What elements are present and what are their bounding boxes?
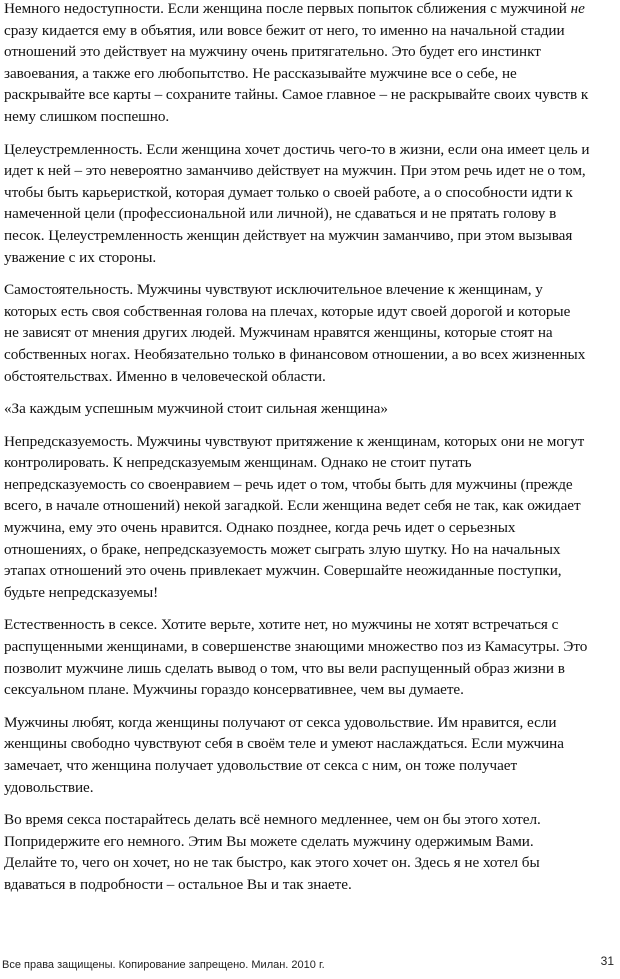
paragraph-quote: [4, 398, 616, 420]
text-line: замечает, что женщина получает удовольствие от секса с ним, он тоже получает: [4, 757, 518, 774]
text-line: отношений это действует на мужчину очень притягательно. Это будет его инстинкт: [4, 43, 541, 61]
text-line: мужчина, ему это очень нравится. Однако позднее, когда речь идет о серьезных: [4, 519, 516, 537]
text-line: позволит мужчине лишь сделать вывод о том, что вы вели распущенный образ жизни в: [4, 659, 565, 677]
text-line: нему слишком поспешно.: [4, 107, 170, 125]
text-line: непредсказуемость со своенравием – речь идет о том, чтобы быть для мужчины (прежде: [4, 475, 573, 493]
text-line: идет к ней – это невероятно заманчиво действует на мужчин. При этом речь идет не о том,: [4, 162, 586, 180]
text-line: собственных ногах. Необязательно только в финансовом отношении, а во всех жизненных: [4, 345, 586, 363]
footer-copyright: Все права защищены. Копирование запрещено. Милан. 2010 г.: [2, 959, 325, 971]
text-line: намеченной цели (профессиональной или личной), не сдаваться и не прятать голову в: [4, 205, 557, 223]
paragraph-pleasure: [4, 712, 616, 798]
text-line: всего, в начале отношений) некой загадкой. Если женщина ведет себя не так, как ожидает: [4, 497, 581, 515]
text-line: Делайте то, чего он хочет, но не так быстро, как этого хочет он. Здесь я не хотел бы: [4, 854, 540, 872]
text-line: не зависят от мнения других людей. Мужчинам нравятся женщины, которые стоят на: [4, 324, 553, 342]
text-line: Мужчины любят, когда женщины получают от секса удовольствие. Им нравится, если: [4, 713, 557, 731]
text-line: чтобы быть карьеристкой, которая думает только о своей работе, а о способности идти к: [4, 183, 573, 201]
text-line: песок. Целеустремленность женщин действует на мужчин заманчиво, при этом вызывая: [4, 226, 573, 244]
text-line: Естественность в сексе. Хотите верьте, хотите нет, но мужчины не хотят встречаться с: [4, 616, 559, 634]
text-line: удовольствие.: [4, 778, 94, 796]
text-line: женщины свободно чувствуют себя в своём теле и умеют наслаждаться. Если мужчина: [4, 735, 564, 753]
page-body: [4, 0, 616, 907]
text-line: раскрывайте все карты – сохраните тайны. Самое главное – не раскрывайте своих чувств к: [4, 86, 589, 104]
text-line: Попридержите его немного. Этим Вы можете сделать мужчину одержимым Вами.: [4, 832, 534, 850]
text-line: отношениях, о браке, непредсказуемость может сыграть злую шутку. Но на начальных: [4, 540, 561, 558]
paragraph-unpredictability: [4, 431, 616, 604]
paragraph-slowness: [4, 809, 616, 895]
text-line: будьте непредсказуемы!: [4, 583, 159, 601]
text-line: контролировать. К непредсказуемым женщинам. Однако не стоит путать: [4, 454, 472, 472]
text-line: «За каждым успешным мужчиной стоит сильная женщина»: [4, 400, 388, 418]
paragraph-unavailability: [4, 0, 616, 128]
text-line: Непредсказуемость. Мужчины чувствуют притяжение к женщинам, которых они не могут: [4, 432, 585, 450]
text-line: Во время секса постарайтесь делать всё немного медленнее, чем он бы этого хотел.: [4, 811, 541, 829]
text-line: этапах отношений это очень привлекает мужчин. Совершайте неожиданные поступки,: [4, 562, 562, 580]
text-line: завоевания, а также его любопытство. Не рассказывайте мужчине все о себе, не: [4, 64, 517, 82]
text-line: Целеустремленность. Если женщина хочет достичь чего-то в жизни, если она имеет цель и: [4, 140, 590, 158]
paragraph-purposefulness: [4, 139, 616, 269]
text-line: вдаваться в подробности – остальное Вы и так знаете.: [4, 875, 352, 893]
paragraph-naturalness: [4, 614, 616, 700]
text-line: Немного недоступности. Если женщина после первых попыток сближения с мужчиной не: [4, 0, 585, 17]
page-number: 31: [600, 954, 614, 968]
text-line: распущенными женщинами, в совершенстве знающими множество поз из Камасутры. Это: [4, 638, 588, 656]
paragraph-independence: [4, 279, 616, 387]
text-line: сразу кидается ему в объятия, или вовсе бежит от него, то именно на начальной стадии: [4, 21, 565, 39]
text-line: обстоятельствах. Именно в человеческой области.: [4, 367, 326, 385]
text-line: сексуальном плане. Мужчины гораздо консервативнее, чем вы думаете.: [4, 681, 464, 699]
text-line: Самостоятельность. Мужчины чувствуют исключительное влечение к женщинам, у: [4, 281, 543, 299]
text-line: которых есть своя собственная голова на плечах, которые идут своей дорогой и которые: [4, 302, 571, 320]
text-line: уважение с их стороны.: [4, 248, 157, 266]
